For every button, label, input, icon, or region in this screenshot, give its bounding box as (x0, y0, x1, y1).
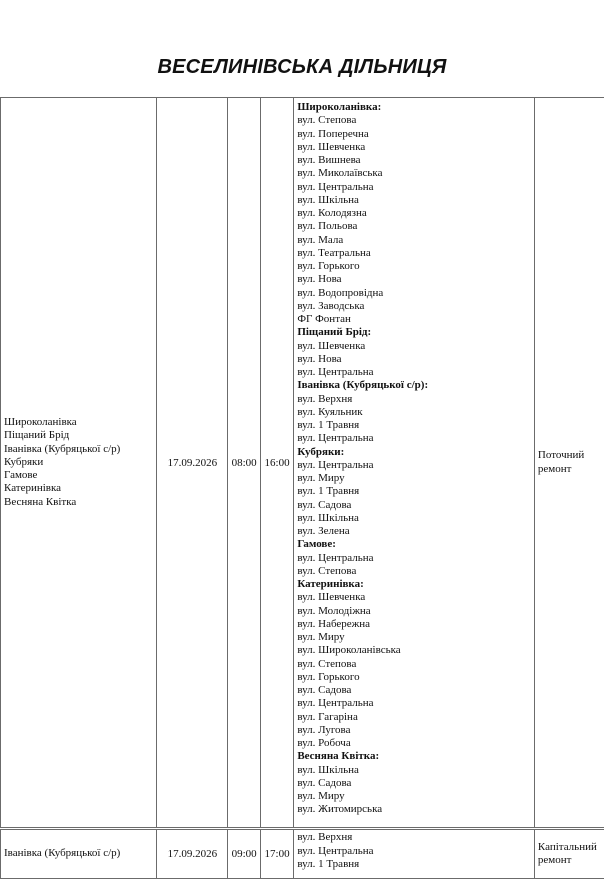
street-item: вул. Шевченка (297, 141, 531, 154)
street-item: вул. Миру (297, 790, 531, 803)
street-item: вул. Широколанівська (297, 644, 531, 657)
street-item: вул. Польова (297, 220, 531, 233)
street-item: вул. Центральна (297, 459, 531, 472)
street-item: вул. Миколаївська (297, 167, 531, 180)
street-item: вул. Шкільна (297, 764, 531, 777)
work-type-text: Поточний (538, 449, 602, 463)
street-item: вул. Шевченка (297, 591, 531, 604)
settlement-name: Весняна Квітка (4, 496, 153, 509)
street-item: вул. Вишнева (297, 154, 531, 167)
street-item: вул. Верхня (297, 831, 531, 845)
work-type-text: Капітальний (538, 841, 602, 855)
work-type-cell (534, 98, 604, 828)
street-item: вул. Нова (297, 273, 531, 286)
street-item: ФГ Фонтан (297, 313, 531, 326)
time-from-cell: 09:00 (228, 830, 260, 879)
street-item: вул. Центральна (297, 845, 531, 859)
street-item: вул. Центральна (297, 181, 531, 194)
table-row (1, 830, 604, 879)
street-item: вул. Театральна (297, 247, 531, 260)
settlement-name: Кубряки (4, 456, 153, 469)
street-group-heading: Гамове: (297, 538, 531, 551)
street-item: вул. Шевченка (297, 340, 531, 353)
street-item: вул. Центральна (297, 552, 531, 565)
street-item: вул. 1 Травня (297, 485, 531, 498)
street-item: вул. Житомирська (297, 803, 531, 816)
time-to-cell: 16:00 (260, 98, 293, 828)
street-item: вул. 1 Травня (297, 858, 531, 872)
street-group-heading: Піщаний Брід: (297, 326, 531, 339)
street-item: вул. Миру (297, 631, 531, 644)
street-item: вул. Колодязна (297, 207, 531, 220)
street-item: вул. Молодіжна (297, 605, 531, 618)
street-item: вул. Садова (297, 499, 531, 512)
work-type-text: ремонт (538, 463, 602, 477)
street-item: вул. Миру (297, 472, 531, 485)
street-group-heading: Катеринівка: (297, 578, 531, 591)
schedule-table-second (0, 829, 604, 879)
street-item: вул. Верхня (297, 393, 531, 406)
street-item: вул. Мала (297, 234, 531, 247)
street-item: вул. Гагаріна (297, 711, 531, 724)
settlements-cell (1, 98, 157, 828)
date-cell: 17.09.2026 (157, 98, 228, 828)
settlement-name: Гамове (4, 469, 153, 482)
street-item: вул. Лугова (297, 724, 531, 737)
schedule-table-main (0, 97, 604, 828)
time-from-cell: 08:00 (228, 98, 260, 828)
date-cell: 17.09.2026 (157, 830, 228, 879)
street-item: вул. Заводська (297, 300, 531, 313)
street-item: вул. Горького (297, 260, 531, 273)
street-item: вул. Шкільна (297, 194, 531, 207)
street-item: вул. Садова (297, 684, 531, 697)
street-item: вул. Шкільна (297, 512, 531, 525)
settlement-name: Іванівка (Кубряцької с/р) (4, 847, 153, 860)
streets-cell (294, 830, 535, 879)
street-item: вул. Степова (297, 658, 531, 671)
street-item: вул. Нова (297, 353, 531, 366)
street-item: вул. Горького (297, 671, 531, 684)
street-item: вул. Степова (297, 114, 531, 127)
street-item: вул. 1 Травня (297, 419, 531, 432)
table-row (1, 98, 604, 828)
settlement-name: Катеринівка (4, 482, 153, 495)
street-group-heading: Широколанівка: (297, 101, 531, 114)
street-group-heading: Іванівка (Кубряцької с/р): (297, 379, 531, 392)
street-item: вул. Поперечна (297, 128, 531, 141)
settlement-name: Піщаний Брід (4, 429, 153, 442)
street-item: вул. Садова (297, 777, 531, 790)
work-type-text: ремонт (538, 854, 602, 868)
street-item: вул. Степова (297, 565, 531, 578)
street-item: вул. Набережна (297, 618, 531, 631)
street-item: вул. Водопровідна (297, 287, 531, 300)
page-title: ВЕСЕЛИНІВСЬКА ДІЛЬНИЦЯ (0, 56, 604, 79)
settlements-cell (1, 830, 157, 879)
street-item: вул. Центральна (297, 697, 531, 710)
street-group-heading: Кубряки: (297, 446, 531, 459)
time-to-cell: 17:00 (260, 830, 293, 879)
street-item: вул. Центральна (297, 432, 531, 445)
street-item: вул. Центральна (297, 366, 531, 379)
streets-cell (294, 98, 535, 828)
street-item: вул. Робоча (297, 737, 531, 750)
settlement-name: Іванівка (Кубряцької с/р) (4, 443, 153, 456)
street-item: вул. Зелена (297, 525, 531, 538)
settlement-name: Широколанівка (4, 416, 153, 429)
street-group-heading: Весняна Квітка: (297, 750, 531, 763)
street-item: вул. Куяльник (297, 406, 531, 419)
work-type-cell (534, 830, 604, 879)
